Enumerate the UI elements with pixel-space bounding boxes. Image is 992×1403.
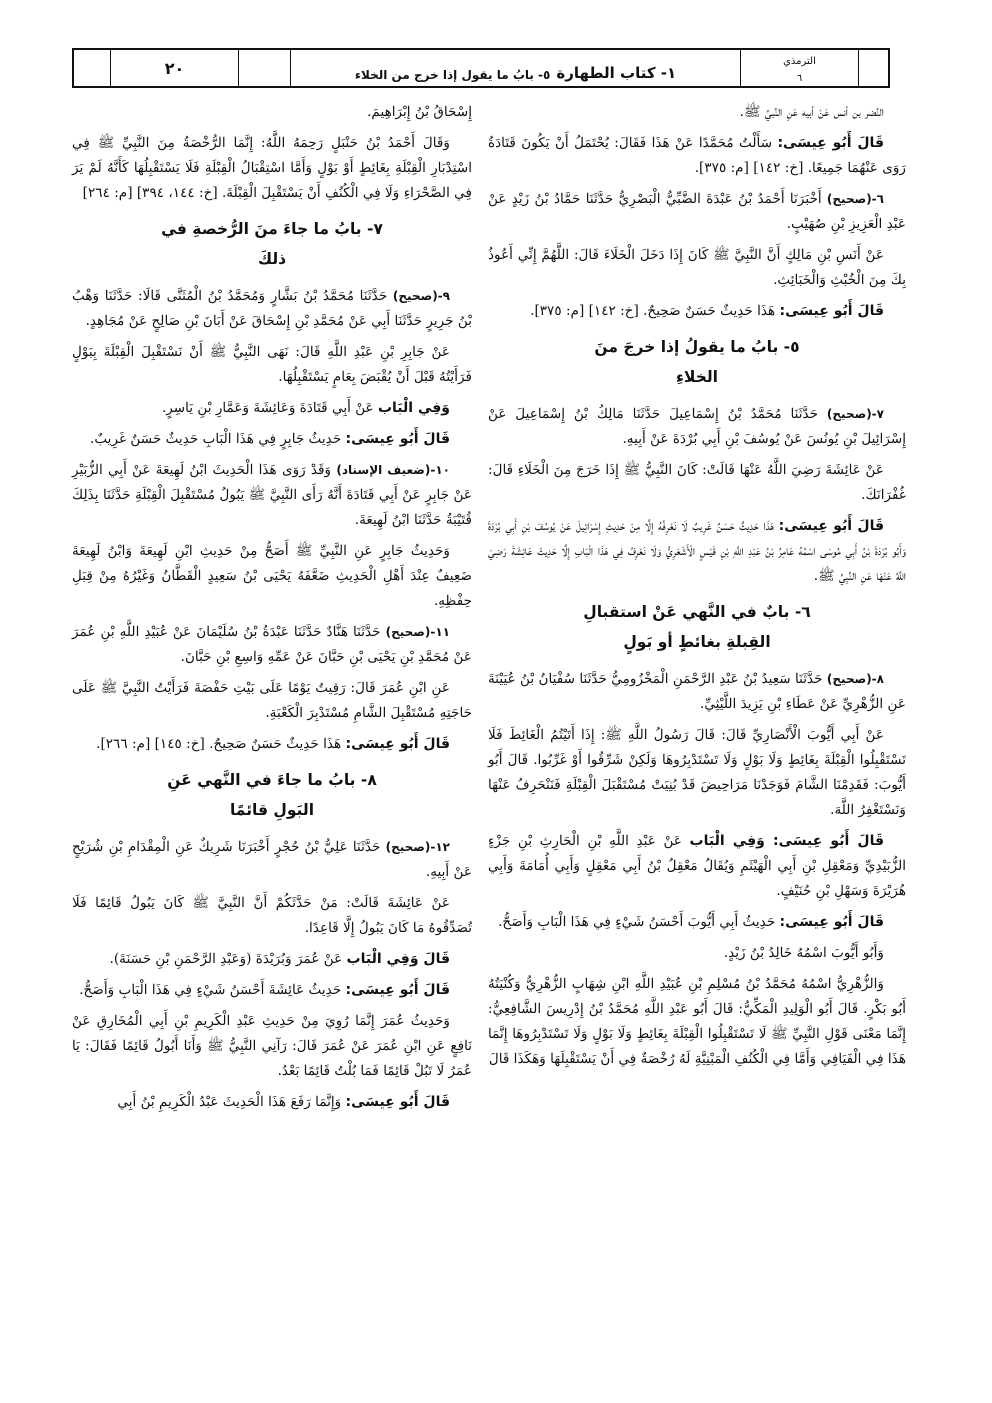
paragraph-text: عَنْ جَابِرِ بْنِ عَبْدِ اللَّهِ قَالَ: نَهَى النَّبِيُّ ﷺ أَنْ نَسْتَقْبِلَ الْقِبْلَةَ بِبَوْلٍ فَرَأَيْتُهُ قَبْلَ أَنْ يُقْبَضَ بِعَامٍ يَسْتَقْبِلُهَا. bbox=[72, 344, 472, 385]
header-cell-blank-right bbox=[858, 50, 888, 86]
paragraph-text: عَنْ أَبِي قَتَادَةَ وَعَائِشَةَ وَعَمَّارِ بْنِ يَاسِرٍ. bbox=[161, 400, 378, 416]
paragraph-text: هَذَا حَدِيثٌ حَسَنٌ صَحِيحٌ. [خ: ١٤٢] [م: ٣٧٥]. bbox=[530, 303, 780, 319]
hadith-grade: ١٢-(صحيح) bbox=[385, 840, 450, 854]
paragraph-text: هَذَا حَدِيثٌ حَسَنٌ غَرِيبٌ لَا نَعْرِفُهُ إِلَّا مِنْ حَدِيثِ إِسْرَائِيلَ عَنْ يُوسُفَ بْنِ أَبِي بُرْدَةَ وَأَبُو بُرْدَةَ بْنُ أَبِي مُوسَى اسْمُهُ عَامِرُ بْنُ عَبْدِ اللَّهِ بْنِ قَيْسٍ الْأَشْعَرِيُّ وَلَا نَعْرِفُ فِي هَذَا الْبَابِ إِلَّا حَدِيثَ عَائِشَةَ رَضِيَ اللَّهُ عَنْهَا عَنِ النَّبِيِّ ﷺ. bbox=[488, 518, 906, 584]
volume-number: ٦ bbox=[796, 73, 803, 84]
text-paragraph bbox=[488, 458, 906, 508]
author-cell bbox=[740, 50, 858, 86]
paragraph-text: وَقَدْ رَوَى هَذَا الْحَدِيثَ ابْنُ لَهِيعَةَ عَنْ أَبِي الزُّبَيْرِ عَنْ جَابِرٍ عَنْ أَبِي قَتَادَةَ أَنَّهُ رَأَى النَّبِيَّ ﷺ يَبُولُ مُسْتَقْبِلَ الْقِبْلَةِ حَدَّثَنَا بِذَلِكَ قُتَيْبَةُ حَدَّثَنَا ابْنُ لَهِيعَةَ. bbox=[72, 462, 472, 528]
paragraph-text: حَدِيثُ أَبِي أَيُّوبَ أَحْسَنُ شَيْءٍ فِي هَذَا الْبَابِ وَأَصَحُّ. bbox=[498, 914, 780, 930]
text-paragraph bbox=[72, 427, 472, 452]
hadith-grade: ١٠-(ضعيف الإسناد) bbox=[336, 463, 450, 477]
text-paragraph bbox=[72, 1009, 472, 1084]
author-name: الترمذي bbox=[783, 56, 816, 67]
paragraph-text: عَنْ عَائِشَةَ قَالَتْ: مَنْ حَدَّثَكُمْ أَنَّ النَّبِيَّ ﷺ كَانَ يَبُولُ قَائِمًا فَلَا تُصَدِّقُوهُ مَا كَانَ يَبُولُ إِلَّا قَاعِدًا. bbox=[72, 895, 472, 936]
text-paragraph bbox=[72, 676, 472, 726]
paragraph-text: سَأَلْتُ مُحَمَّدًا عَنْ هَذَا فَقَالَ: يُحْتَمَلُ أَنْ يَكُونَ قَتَادَةُ رَوَى عَنْهُمَا جَمِيعًا. [خ: ١٤٢] [م: ٣٧٥]. bbox=[488, 135, 906, 176]
text-paragraph bbox=[488, 910, 906, 935]
paragraph-text: وَإِنَّمَا رَفَعَ هَذَا الْحَدِيثَ عَبْدُ الْكَرِيمِ بْنُ أَبِي bbox=[117, 1094, 346, 1110]
paragraph-text: حَدَّثَنَا مُحَمَّدُ بْنُ بَشَّارٍ وَمُحَمَّدُ بْنُ الْمُثَنَّى قَالَا: حَدَّثَنَا وَهْبُ بْنُ جَرِيرٍ حَدَّثَنَا أَبِي عَنْ مُحَمَّدِ بْنِ إِسْحَاقَ عَنْ أَبَانَ بْنِ صَالِحٍ عَنْ مُجَاهِدٍ. bbox=[72, 288, 472, 329]
paragraph-text: عَنْ عَبْدِ اللَّهِ بْنِ الْحَارِثِ بْنِ جَزْءٍ الزُّبَيْدِيِّ وَمَعْقِلِ بْنِ أَبِي الْهَيْثَمِ وَيُقَالُ مَعْقِلُ بْنُ أَبِي مَعْقِلٍ وَأَبِي أُمَامَةَ وَأَبِي هُرَيْرَةَ وَسَهْلِ بْنِ حُنَيْفٍ. bbox=[488, 833, 906, 899]
paragraph-text: حَدَّثَنَا مُحَمَّدُ بْنُ إِسْمَاعِيلَ حَدَّثَنَا مَالِكُ بْنُ إِسْمَاعِيلَ عَنْ إِسْرَائِيلَ بْنِ يُونُسَ عَنْ يُوسُفَ بْنِ أَبِي بُرْدَةَ عَنْ أَبِيهِ. bbox=[488, 406, 906, 447]
right-text-column bbox=[488, 100, 906, 1078]
text-paragraph bbox=[488, 131, 906, 181]
chapter-title: ٥- بابُ ما يقول إذا خرج من الخلاء bbox=[354, 68, 551, 82]
header-cell-blank bbox=[238, 50, 290, 86]
paragraph-lead: قَالَ أَبُو عِيسَى: bbox=[777, 135, 884, 151]
paragraph-lead: قَالَ أَبُو عِيسَى: bbox=[345, 431, 450, 447]
paragraph-text: هَذَا حَدِيثٌ حَسَنٌ صَحِيحٌ. [خ: ١٤٥] [م: ٢٦٦]. bbox=[96, 736, 346, 752]
paragraph-lead: قَالَ أَبُو عِيسَى: bbox=[779, 914, 884, 930]
paragraph-lead: قَالَ أَبُو عِيسَى: bbox=[345, 982, 450, 998]
chapter-heading bbox=[488, 597, 906, 657]
paragraph-text: حَدَّثَنَا سَعِيدُ بْنُ عَبْدِ الرَّحْمَنِ الْمَخْزُومِيُّ حَدَّثَنَا سُفْيَانُ بْنُ عُيَيْنَةَ عَنِ الزُّهْرِيِّ عَنْ عَطَاءِ بْنِ يَزِيدَ اللَّيْثِيِّ. bbox=[488, 671, 906, 712]
header-cell-blank-left bbox=[74, 50, 110, 86]
paragraph-lead: وَفِي الْبَاب bbox=[377, 400, 450, 416]
paragraph-text: حَدَّثَنَا عَلِيُّ بْنُ حُجْرٍ أَخْبَرَنَا شَرِيكٌ عَنِ الْمِقْدَامِ بْنِ شُرَيْحٍ عَنْ أَبِيهِ. bbox=[72, 839, 472, 880]
paragraph-text: وَأَبُو أَيُّوبَ اسْمُهُ خَالِدُ بْنُ زَيْدٍ. bbox=[723, 945, 884, 961]
paragraph-text: وَحَدِيثُ عُمَرَ إِنَّمَا رُوِيَ مِنْ حَدِيثِ عَبْدِ الْكَرِيمِ بْنِ أَبِي الْمُخَارِقِ عَنْ نَافِعٍ عَنِ ابْنِ عُمَرَ عَنْ عُمَرَ قَالَ: رَآنِي النَّبِيُّ ﷺ وَأَنَا أَبُولُ قَائِمًا فَقَالَ: يَا عُمَرُ لَا تَبُلْ قَائِمًا فَمَا بُلْتُ قَائِمًا بَعْدُ. bbox=[72, 1013, 472, 1079]
text-paragraph bbox=[72, 340, 472, 390]
text-paragraph bbox=[72, 539, 472, 614]
chapter-heading-line: ٧- بابُ ما جاءَ منَ الرُّخصةِ في bbox=[161, 220, 383, 238]
chapter-heading bbox=[72, 214, 472, 274]
chapter-heading-line: القِبلةِ بغائطٍ أو بَولٍ bbox=[623, 633, 771, 651]
header-title-cell bbox=[290, 50, 740, 86]
text-paragraph bbox=[488, 187, 906, 237]
left-text-column bbox=[72, 100, 472, 1121]
paragraph-text: أَخْبَرَنَا أَحْمَدُ بْنُ عَبْدَةَ الضَّبِّيُّ الْبَصْرِيُّ حَدَّثَنَا حَمَّادُ بْنُ زَيْدٍ عَنْ عَبْدِ الْعَزِيزِ بْنِ صُهَيْبٍ. bbox=[488, 191, 906, 232]
text-paragraph bbox=[72, 835, 472, 885]
chapter-heading-line: ٨- بابُ ما جاءَ في النَّهي عَنِ bbox=[167, 771, 377, 789]
chapter-heading bbox=[488, 332, 906, 392]
paragraph-text: إِسْحَاقُ بْنُ إِبْرَاهِيمَ. bbox=[367, 104, 472, 120]
paragraph-text: عَنْ أَنَسِ بْنِ مَالِكٍ أَنَّ النَّبِيَّ ﷺ كَانَ إِذَا دَخَلَ الْخَلَاءَ قَالَ: اللَّهُمَّ إِنِّي أَعُوذُ بِكَ مِنَ الْخُبْثِ وَالْخَبَائِثِ. bbox=[488, 247, 906, 288]
text-paragraph bbox=[72, 947, 472, 972]
paragraph-lead: قَالَ أَبُو عِيسَى: وَفِي الْبَاب bbox=[689, 833, 884, 849]
paragraph-text: وَحَدِيثُ جَابِرٍ عَنِ النَّبِيِّ ﷺ أَصَحُّ مِنْ حَدِيثِ ابْنِ لَهِيعَةَ وَابْنُ لَهِيعَةَ ضَعِيفٌ عِنْدَ أَهْلِ الْحَدِيثِ ضَعَّفَهُ يَحْيَى بْنُ سَعِيدٍ الْقَطَّانُ وَغَيْرُهُ مِنْ قِبَلِ حِفْظِهِ. bbox=[72, 543, 472, 609]
paragraph-text: وَقَالَ أَحْمَدُ بْنُ حَنْبَلٍ رَحِمَهُ اللَّهُ: إِنَّمَا الرُّخْصَةُ مِنَ النَّبِيِّ ﷺ فِي اسْتِدْبَارِ الْقِبْلَةِ بِغَائِطٍ أَوْ بَوْلٍ وَأَمَّا اسْتِقْبَالُ الْقِبْلَةِ فَلَا يَسْتَقْبِلُهَا كَأَنَّهُ لَمْ يَرَ فِي الصَّحْرَاءِ وَلَا فِي الْكُنُفِ أَنْ يَسْتَقْبِلَ الْقِبْلَةَ. [خ: ١٤٤، ٣٩٤] [م: ٢٦٤] bbox=[72, 135, 472, 201]
paragraph-text: عَنِ ابْنِ عُمَرَ قَالَ: رَقِيتُ يَوْمًا عَلَى بَيْتِ حَفْصَةَ فَرَأَيْتُ النَّبِيَّ ﷺ عَلَى حَاجَتِهِ مُسْتَقْبِلَ الشَّامِ مُسْتَدْبِرَ الْكَعْبَةِ. bbox=[72, 680, 472, 721]
chapter-heading-line: ٦- بابٌ في النَّهي عَنْ استقبالِ bbox=[583, 603, 811, 621]
text-paragraph bbox=[488, 667, 906, 717]
text-paragraph bbox=[72, 396, 472, 421]
paragraph-text: عَنْ عَائِشَةَ رَضِيَ اللَّهُ عَنْهَا قَالَتْ: كَانَ النَّبِيُّ ﷺ إِذَا خَرَجَ مِنَ الْخَلَاءِ قَالَ: غُفْرَانَكَ. bbox=[488, 462, 906, 503]
paragraph-lead: قَالَ وَفِي الْبَاب bbox=[346, 951, 450, 967]
text-paragraph bbox=[488, 972, 906, 1072]
text-paragraph bbox=[488, 100, 906, 125]
running-header bbox=[72, 48, 890, 88]
chapter-heading-line: الخلاءِ bbox=[676, 368, 718, 386]
paragraph-text: حَدِيثُ عَائِشَةَ أَحْسَنُ شَيْءٍ فِي هَذَا الْبَابِ وَأَصَحُّ. bbox=[79, 982, 346, 998]
text-paragraph bbox=[72, 284, 472, 334]
text-paragraph bbox=[72, 1090, 472, 1115]
text-paragraph bbox=[72, 100, 472, 125]
hadith-grade: ٨-(صحيح) bbox=[826, 672, 884, 686]
chapter-heading-line: ذلكَ bbox=[257, 250, 287, 268]
paragraph-text: حَدَّثَنَا هَنَّادٌ حَدَّثَنَا عَبْدَةُ بْنُ سُلَيْمَانَ عَنْ عُبَيْدِ اللَّهِ بْنِ عُمَرَ عَنْ مُحَمَّدِ بْنِ يَحْيَى بْنِ حَبَّانَ عَنْ عَمِّهِ وَاسِعِ بْنِ حَبَّانَ. bbox=[72, 624, 472, 665]
paragraph-text: النَّضر بن أنس عَنْ أبيه عَنِ النَّبيِّ ﷺ. bbox=[739, 104, 884, 120]
hadith-grade: ٧-(صحيح) bbox=[826, 407, 884, 421]
hadith-grade: ١١-(صحيح) bbox=[385, 625, 450, 639]
text-paragraph bbox=[488, 243, 906, 293]
book-title: ١- كتاب الطهارة bbox=[556, 64, 677, 82]
paragraph-text: عَنْ عُمَرَ وَبُرَيْدَةَ (وَعَبْدِ الرَّحْمَنِ بْنِ حَسَنَةَ). bbox=[109, 951, 347, 967]
text-paragraph bbox=[72, 732, 472, 757]
paragraph-text: حَدِيثُ جَابِرٍ فِي هَذَا الْبَابِ حَدِيثٌ حَسَنٌ غَرِيبٌ. bbox=[90, 431, 346, 447]
text-paragraph bbox=[72, 131, 472, 206]
text-paragraph bbox=[72, 891, 472, 941]
text-paragraph bbox=[488, 941, 906, 966]
text-paragraph bbox=[72, 620, 472, 670]
text-paragraph bbox=[72, 978, 472, 1003]
hadith-grade: ٦-(صحيح) bbox=[826, 192, 884, 206]
text-paragraph bbox=[488, 402, 906, 452]
paragraph-lead: قَالَ أَبُو عِيسَى: bbox=[779, 303, 884, 319]
text-paragraph bbox=[488, 514, 906, 589]
hadith-grade: ٩-(صحيح) bbox=[392, 289, 450, 303]
chapter-heading-line: ٥- بابُ ما يقولُ إذا خرجَ منَ bbox=[594, 338, 800, 356]
chapter-heading bbox=[72, 765, 472, 825]
paragraph-lead: قَالَ أَبُو عِيسَى: bbox=[345, 1094, 450, 1110]
text-paragraph bbox=[488, 723, 906, 823]
text-paragraph bbox=[488, 829, 906, 904]
text-paragraph bbox=[488, 299, 906, 324]
page-number: ٢٠ bbox=[110, 50, 238, 86]
text-paragraph bbox=[72, 458, 472, 533]
paragraph-lead: قَالَ أَبُو عِيسَى: bbox=[778, 518, 884, 534]
chapter-heading-line: البَولِ قائمًا bbox=[229, 801, 315, 819]
paragraph-text: عَنْ أَبِي أَيُّوبَ الْأَنْصَارِيِّ قَالَ: قَالَ رَسُولُ اللَّهِ ﷺ: إِذَا أَتَيْتُمُ الْغَائِطَ فَلَا تَسْتَقْبِلُوا الْقِبْلَةَ بِغَائِطٍ وَلَا بَوْلٍ وَلَا تَسْتَدْبِرُوهَا وَلَكِنْ شَرِّقُوا أَوْ غَرِّبُوا. قَالَ أَبُو أَيُّوبَ: فَقَدِمْنَا الشَّامَ فَوَجَدْنَا مَرَاحِيضَ قَدْ بُنِيَتْ مُسْتَقْبَلَ الْقِبْلَةِ فَنَنْحَرِفُ عَنْهَا وَنَسْتَغْفِرُ اللَّهَ. bbox=[488, 727, 906, 818]
paragraph-text: وَالزُّهْرِيُّ اسْمُهُ مُحَمَّدُ بْنُ مُسْلِمِ بْنِ عُبَيْدِ اللَّهِ ابْنِ شِهَابٍ الزُّهْرِيُّ وَكُنْيَتُهُ أَبُو بَكْرٍ. قَالَ أَبُو الْوَلِيدِ الْمَكِّيُّ: قَالَ أَبُو عَبْدِ اللَّهِ مُحَمَّدُ بْنُ إِدْرِيسَ الشَّافِعِيُّ: إِنَّمَا مَعْنَى قَوْلِ النَّبِيِّ ﷺ لَا تَسْتَقْبِلُوا الْقِبْلَةَ بِغَائِطٍ وَلَا بَوْلٍ وَلَا تَسْتَدْبِرُوهَا إِنَّمَا هَذَا فِي الْفَيَافِي وَأَمَّا فِي الْكُنُفِ الْمَبْنِيَّةِ لَهُ رُخْصَةٌ فِي أَنْ يَسْتَقْبِلَهَا وَهَكَذَا قَالَ bbox=[488, 976, 906, 1067]
paragraph-lead: قَالَ أَبُو عِيسَى: bbox=[345, 736, 450, 752]
